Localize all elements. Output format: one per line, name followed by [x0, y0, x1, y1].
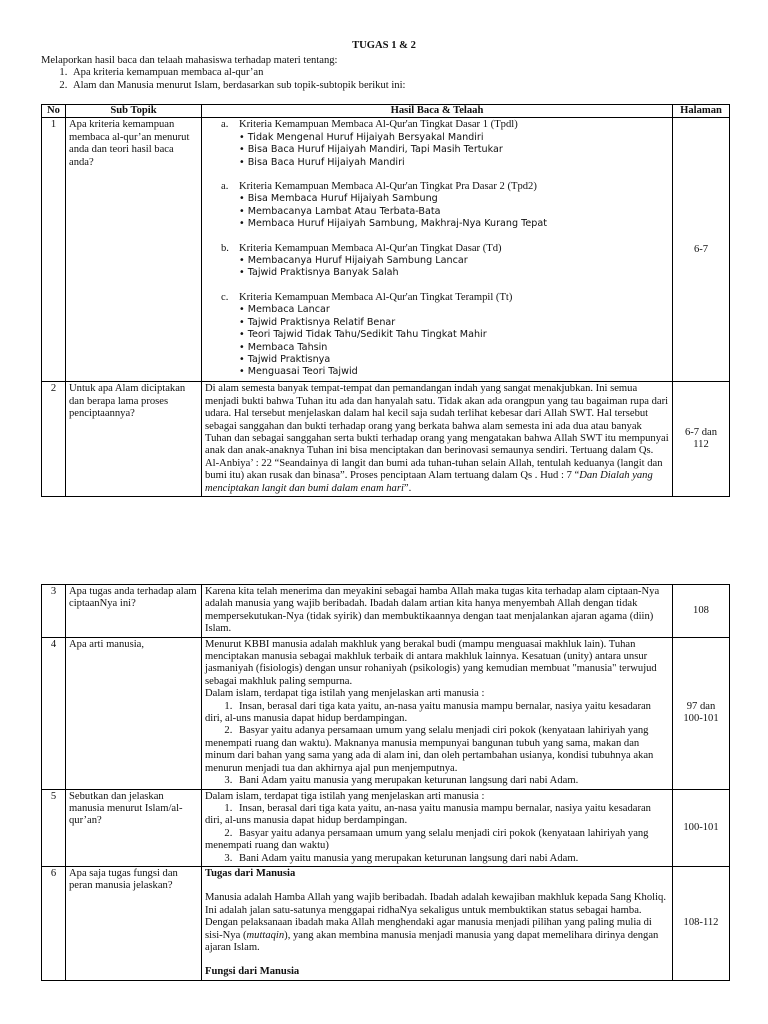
list-item: • Tajwid Praktisnya Relatif Benar [239, 317, 669, 329]
row-subtopic: Sebutkan dan jelaskan manusia menurut Islam/al-qur’an? [66, 789, 202, 866]
row-subtopic: Apa tugas anda terhadap alam ciptaanNya ini? [66, 585, 202, 638]
row-number: 6 [42, 866, 66, 980]
list-item: • Tidak Mengenal Huruf Hijaiyah Bersyakal Mandiri [239, 132, 669, 144]
document-title: TUGAS 1 & 2 [352, 40, 416, 51]
intro-item: 2. Alam dan Manusia menurut Islam, berdasarkan sub topik-subtopik berikut ini: [70, 80, 741, 92]
paragraph: diri, al-uns manusia dapat hidup berdampingan. [205, 713, 408, 725]
list-item: 3. Bani Adam yaitu manusia yang merupakan keturunan langsung dari nabi Adam. [235, 775, 669, 787]
paragraph: menempati ruang dan waktu) [205, 840, 329, 852]
paragraph: Manusia adalah Hamba Allah yang wajib beribadah. Ibadah adalah kewajiban makhluk kepada Sang Kholiq. Ini adalah jalan satu-satunya menggapai ridhaNya sekaligus untuk membuktikan status sebagai hamba. Dengan pelaksanaan ibadah maka Allah menghendaki agar manusia menjadi pilihan yang paling mulia di sisi-Nya (muttaqin), yang akan membina manusia menjadi manusia yang dapat memelihara dirinya dengan ajaran Islam. [205, 892, 666, 953]
list-item: • Membaca Huruf Hijaiyah Sambung, Makhraj-Nya Kurang Tepat [239, 218, 669, 230]
criteria-list [205, 255, 669, 280]
row-page: 97 dan 100-101 [673, 637, 730, 789]
quote: Dan Dialah yang menciptakan langit dan bumi dalam enam hari [205, 470, 653, 494]
list-item: • Tajwid Praktisnya [239, 354, 669, 366]
row-number: 4 [42, 637, 66, 789]
numbered-list [205, 775, 669, 787]
row-number: 1 [42, 118, 66, 382]
paragraph: Dalam islam, terdapat tiga istilah yang menjelaskan arti manusia : [205, 688, 485, 700]
row-subtopic: Untuk apa Alam diciptakan dan berapa lama proses penciptaannya? [66, 382, 202, 497]
paragraph: menempati ruang dan waktu). Maknanya manusia mempunyai bangunan tubuh yang sama, makan dan minum dari bahan yang sama yang ada di alam ini, dan oleh pertambahan usianya, kondisi tubuhnya akan menurun menjadi tua dan akhirnya ajal pun menjemputnya. [205, 737, 654, 774]
report-table-part-1 [41, 104, 730, 497]
row-page: 6-7 [673, 118, 730, 382]
numbered-list [205, 828, 669, 840]
table-row [42, 382, 730, 497]
list-item: 3. Bani Adam yaitu manusia yang merupakan keturunan langsung dari nabi Adam. [235, 853, 669, 865]
list-item: • Membaca Tahsin [239, 342, 669, 354]
paragraph: Menurut KBBI manusia adalah makhluk yang berakal budi (mampu menguasai makhluk lain). Tuhan menciptakan manusia sebagai makhluk terbaik di antara makhluk lainnya. Kesatuan (unity) antara unsur jasmaniyah (fisiologis) dengan unsur rohaniyah (psikologis) yang kemudian membuat "manusia" terwujud sebagai makhluk paling sempurna. [205, 638, 657, 687]
row-content [202, 637, 673, 789]
intro-block [41, 55, 741, 92]
row-subtopic: Apa arti manusia, [66, 637, 202, 789]
row-content [202, 789, 673, 866]
list-item: 2. Basyar yaitu adanya persamaan umum yang selalu menjadi ciri pokok (kenyataan lahiriyah yang [235, 725, 669, 737]
list-item: • Menguasai Teori Tajwid [239, 366, 669, 378]
row-subtopic: Apa kriteria kemampuan membaca al-qur’an menurut anda dan teori hasil baca anda? [66, 118, 202, 382]
criteria-heading: a. Kriteria Kemampuan Membaca Al-Qur'an Tingkat Dasar 1 (Tpdl) [221, 119, 518, 131]
list-item: • Membacanya Lambat Atau Terbata-Bata [239, 206, 669, 218]
row-page: 108-112 [673, 866, 730, 980]
criteria-list [205, 193, 669, 230]
intro-text: Melaporkan hasil baca dan telaah mahasiswa terhadap materi tentang: [41, 55, 338, 66]
section-heading: Fungsi dari Manusia [205, 966, 300, 978]
list-item: • Bisa Baca Huruf Hijaiyah Mandiri, Tapi Masih Tertukar [239, 144, 669, 156]
table-row [42, 866, 730, 980]
row-number: 5 [42, 789, 66, 866]
header-subtopik: Sub Topik [66, 105, 202, 118]
list-item: • Teori Tajwid Tidak Tahu/Sedikit Tahu Tingkat Mahir [239, 329, 669, 341]
list-item: 1. Insan, berasal dari tiga kata yaitu, an-nasa yaitu manusia mampu bernalar, nasiya yaitu kesadaran [235, 701, 669, 713]
row-number: 3 [42, 585, 66, 638]
table-row [42, 789, 730, 866]
intro-item: 1. Apa kriteria kemampuan membaca al-qur’an [70, 67, 741, 79]
row-page: 6-7 dan 112 [673, 382, 730, 497]
table-row [42, 637, 730, 789]
criteria-heading: c. Kriteria Kemampuan Membaca Al-Qur'an Tingkat Terampil (Tt) [221, 291, 513, 303]
criteria-list [205, 304, 669, 378]
row-content [202, 866, 673, 980]
table-header-row [42, 105, 730, 118]
list-item: • Membaca Lancar [239, 304, 669, 316]
numbered-list [205, 853, 669, 865]
row-content [202, 382, 673, 497]
row-page: 100-101 [673, 789, 730, 866]
header-halaman: Halaman [673, 105, 730, 118]
numbered-list [205, 803, 669, 815]
row-subtopic: Apa saja tugas fungsi dan peran manusia jelaskan? [66, 866, 202, 980]
paragraph: Di alam semesta banyak tempat-tempat dan pemandangan indah yang sangat menakjubkan. Ini semua menjadi bukti bahwa Tuhan itu ada dan hanyalah satu. Tidak akan ada orangpun yang tau bagaiman rupa dari udara. Hal tersebut menjelaskan dalam hal kecil saja sudah terlihat kebesar dari Allah SWT. Hal tersebut sebagai sanggahan dan bukti terhadap orang yang berkata bahwa alam semesta ini ada dua atau banyak Tuhan dan sebagai sanggahan serta bukti terhadap orang yang mengatakan bahwa Allah SWT itu mempunyai anak dan anak-anaknya Tuhan ini bisa menciptakan dan berinovasi semaunya sendiri. Tertuang dalam Qs. Al-Anbiya’ : 22 “Seandainya di langit dan bumi ada tuhan-tuhan selain Allah, tentulah keduanya (langit dan bumi itu) akan rusak dan binasa”. Proses penciptaan Alam tertuang dalam Qs . Hud : 7 “ [205, 383, 669, 482]
section-heading: Tugas dari Manusia [205, 867, 296, 879]
list-item: • Bisa Membaca Huruf Hijaiyah Sambung [239, 193, 669, 205]
paragraph: Dalam islam, terdapat tiga istilah yang menjelaskan arti manusia : [205, 790, 485, 802]
list-item: 2. Basyar yaitu adanya persamaan umum yang selalu menjadi ciri pokok (kenyataan lahiriyah yang [235, 828, 669, 840]
paragraph: diri, al-uns manusia dapat hidup berdampingan. [205, 815, 408, 827]
list-item: 1. Insan, berasal dari tiga kata yaitu, an-nasa yaitu manusia mampu bernalar, nasiya yaitu kesadaran [235, 803, 669, 815]
header-hasil: Hasil Baca & Telaah [202, 105, 673, 118]
row-number: 2 [42, 382, 66, 497]
row-content: Karena kita telah menerima dan meyakini sebagai hamba Allah maka tugas kita terhadap alam ciptaan-Nya adalah manusia yang wajib beribadah. Ibadah dalam artian kita hanya menyembah Allah dengan tidak mempersekutukan-Nya (tidak syirik) dan membuktikaannya dengan taat menjalankan ajaran agama (diin) Islam. [202, 585, 673, 638]
table-row [42, 585, 730, 638]
list-item: • Bisa Baca Huruf Hijaiyah Mandiri [239, 157, 669, 169]
list-item: • Membacanya Huruf Hijaiyah Sambung Lancar [239, 255, 669, 267]
quote-end: ”. [403, 482, 412, 494]
row-page: 108 [673, 585, 730, 638]
numbered-list [205, 701, 669, 713]
criteria-heading: b. Kriteria Kemampuan Membaca Al-Qur'an Tingkat Dasar (Td) [221, 242, 502, 254]
report-table-part-2 [41, 584, 730, 981]
numbered-list [205, 725, 669, 737]
criteria-list [205, 132, 669, 169]
header-no: No [42, 105, 66, 118]
criteria-heading: a. Kriteria Kemampuan Membaca Al-Qur'an Tingkat Pra Dasar 2 (Tpd2) [221, 181, 537, 193]
list-item: • Tajwid Praktisnya Banyak Salah [239, 267, 669, 279]
table-row [42, 118, 730, 382]
row-content [202, 118, 673, 382]
intro-list [41, 67, 741, 92]
